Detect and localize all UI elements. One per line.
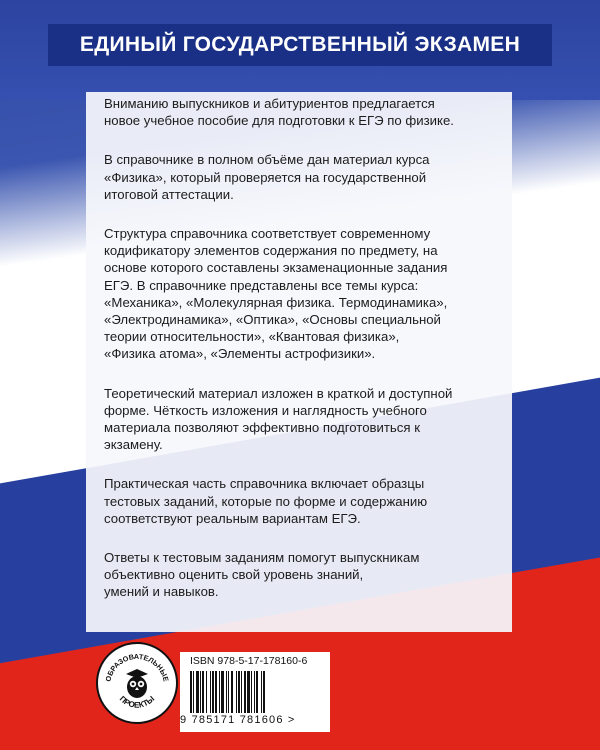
exam-title: ЕДИНЫЙ ГОСУДАРСТВЕННЫЙ ЭКЗАМЕН	[79, 33, 521, 56]
paragraph-content: В справочнике в полном объёме дан материал курса «Физика», который проверяется на государственной итоговой аттестации.	[104, 152, 430, 202]
barcode-icon	[190, 671, 298, 713]
paragraph-structure: Структура справочника соответствует современному кодификатору элементов содержания по предмету, на основе которого составлены экзаменационные задания ЕГЭ. В справочнике представлены все темы курса: «Механика», «Молекулярная физика. Термодинамика», «Электродинамика», «Оптика», «Основы специальной теории относительности», «Квантовая физика», «Физика атома», «Элементы астрофизики».	[104, 226, 448, 362]
owl-icon	[98, 644, 176, 722]
logo-text-bottom: ПРОЕКТЫ	[117, 694, 157, 710]
paragraph-theory: Теоретический материал изложен в краткой и доступной форме. Чёткость изложения и наглядность учебного материала позволяют эффективно подготовиться к экзамену.	[104, 385, 453, 453]
paragraph-intro: Вниманию выпускников и абитуриентов предлагается новое учебное пособие для подготовки к ЕГЭ по физике.	[104, 96, 454, 129]
exam-header-bar	[48, 24, 552, 66]
isbn-label: ISBN 978-5-17-178160-6	[190, 655, 308, 667]
publisher-logo	[96, 642, 178, 724]
logo-text-top: ОБРАЗОВАТЕЛЬНЫЕ	[103, 651, 171, 683]
paragraph-practice: Практическая часть справочника включает образцы тестовых заданий, которые по форме и содержанию соответствуют реальным вариантам ЕГЭ.	[104, 476, 428, 526]
barcode-digits: 9 785171 781606 >	[180, 714, 296, 726]
paragraph-answers: Ответы к тестовым заданиям помогут выпускникам объективно оценить свой уровень знаний, умений и навыков.	[104, 550, 420, 600]
description-text	[104, 95, 504, 623]
